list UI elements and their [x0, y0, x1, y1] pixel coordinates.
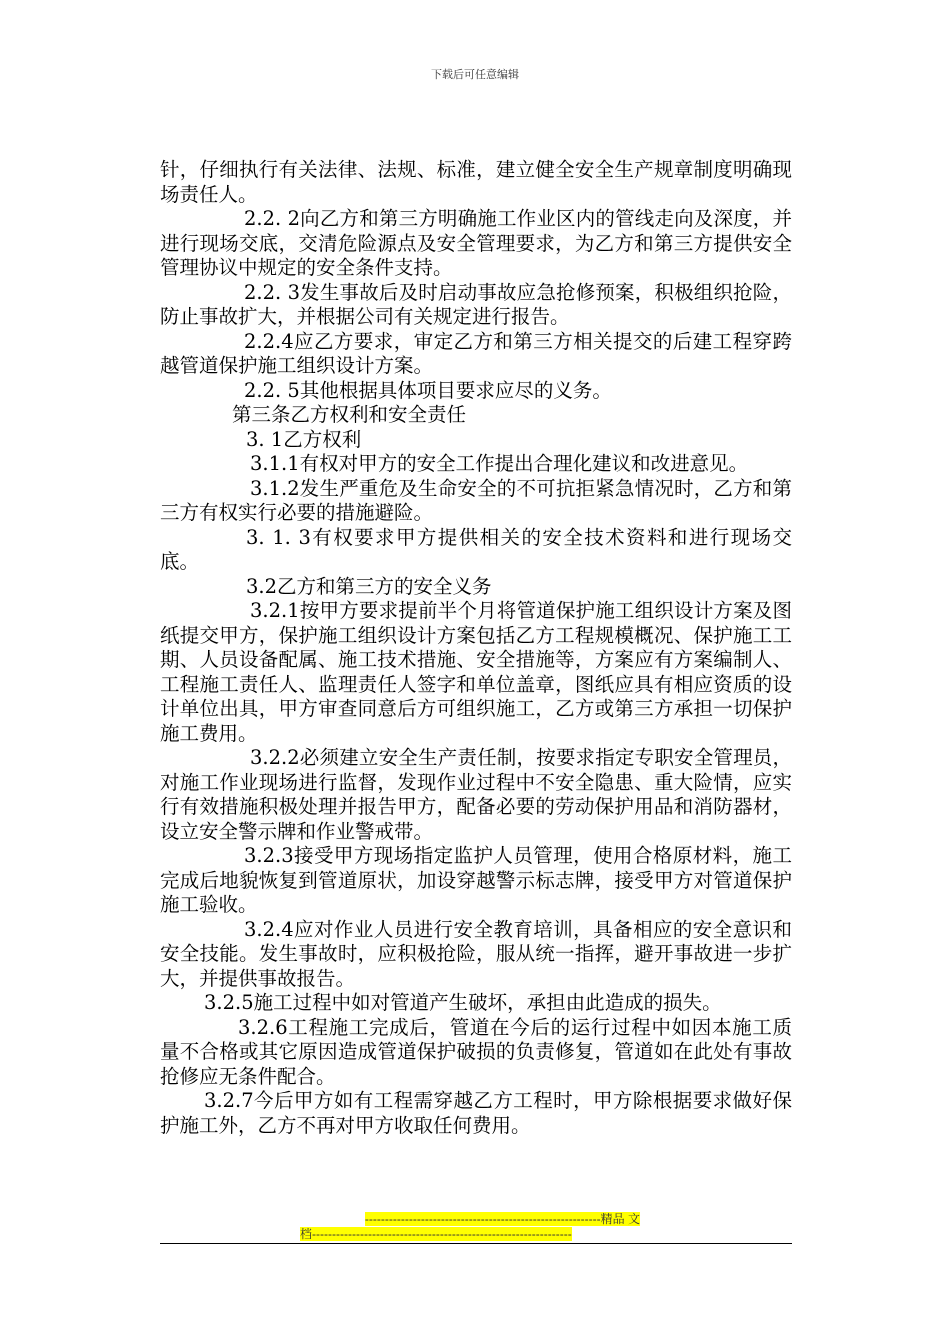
paragraph: 2.2. 2向乙方和第三方明确施工作业区内的管线走向及深度，并进行现场交底，交清危险源点及安全管理要求，为乙方和第三方提供安全管理协议中规定的安全条件支持。 [160, 207, 792, 279]
document-body [160, 158, 792, 1138]
paragraph: 3.1.2发生严重危及生命安全的不可抗拒紧急情况时，乙方和第三方有权实行必要的措施避险。 [160, 476, 792, 524]
paragraph: 针，仔细执行有关法律、法规、标准，建立健全安全生产规章制度明确现场责任人。 [160, 158, 792, 206]
paragraph: 3.2.6工程施工完成后，管道在今后的运行过程中如因本施工质量不合格或其它原因造成管道保护破损的负责修复，管道如在此处有事故抢修应无条件配合。 [160, 1015, 792, 1088]
footer-divider [160, 1243, 792, 1244]
paragraph: 3.1.1有权对甲方的安全工作提出合理化建议和改进意见。 [250, 452, 749, 475]
subsection-heading: 3.2乙方和第三方的安全义务 [246, 574, 492, 598]
footer-watermark [300, 1212, 640, 1242]
subsection-heading: 3. 1乙方权利 [246, 427, 362, 451]
footer-line-2: 档----------------------------------------------------------------- [300, 1227, 572, 1241]
paragraph: 2.2.4应乙方要求，审定乙方和第三方相关提交的后建工程穿跨越管道保护施工组织设计方案。 [160, 329, 792, 377]
paragraph: 3.2.2必须建立安全生产责任制，按要求指定专职安全管理员，对施工作业现场进行监督，发现作业过程中不安全隐患、重大险情，应实行有效措施积极处理并报告甲方，配备必要的劳动保护用品和消防器材，设立安全警示牌和作业警戒带。 [160, 746, 792, 843]
paragraph: 3.2.1按甲方要求提前半个月将管道保护施工组织设计方案及图纸提交甲方，保护施工组织设计方案包括乙方工程规模概况、保护施工工期、人员设备配属、施工技术措施、安全措施等，方案应有方案编制人、工程施工责任人、监理责任人签字和单位盖章，图纸应具有相应资质的设计单位出具，甲方审查同意后方可组织施工，乙方或第三方承担一切保护施工费用。 [160, 599, 792, 745]
paragraph: 3.2.4应对作业人员进行安全教育培训，具备相应的安全意识和安全技能。发生事故时，应积极抢险，服从统一指挥，避开事故进一步扩大，并提供事故报告。 [160, 917, 792, 990]
paragraph: 3.2.7今后甲方如有工程需穿越乙方工程时，甲方除根据要求做好保护施工外，乙方不再对甲方收取任何费用。 [160, 1089, 792, 1137]
paragraph: 3.2.5施工过程中如对管道产生破坏，承担由此造成的损失。 [204, 991, 722, 1014]
page-header: 下载后可任意编辑 [431, 68, 519, 81]
paragraph: 2.2. 3发生事故后及时启动事故应急抢修预案，积极组织抢险，防止事故扩大，并根据公司有关规定进行报告。 [160, 280, 792, 328]
paragraph: 2.2. 5其他根据具体项目要求应尽的义务。 [244, 378, 612, 402]
paragraph: 3. 1. 3有权要求甲方提供相关的安全技术资料和进行现场交底。 [160, 525, 792, 573]
paragraph: 3.2.3接受甲方现场指定监护人员管理，使用合格原材料，施工完成后地貌恢复到管道原状，加设穿越警示标志牌，接受甲方对管道保护施工验收。 [160, 844, 792, 916]
footer-line-1: -----------------------------------------------------------精品 文 [364, 1212, 640, 1226]
section-heading: 第三条乙方权利和安全责任 [232, 403, 467, 426]
